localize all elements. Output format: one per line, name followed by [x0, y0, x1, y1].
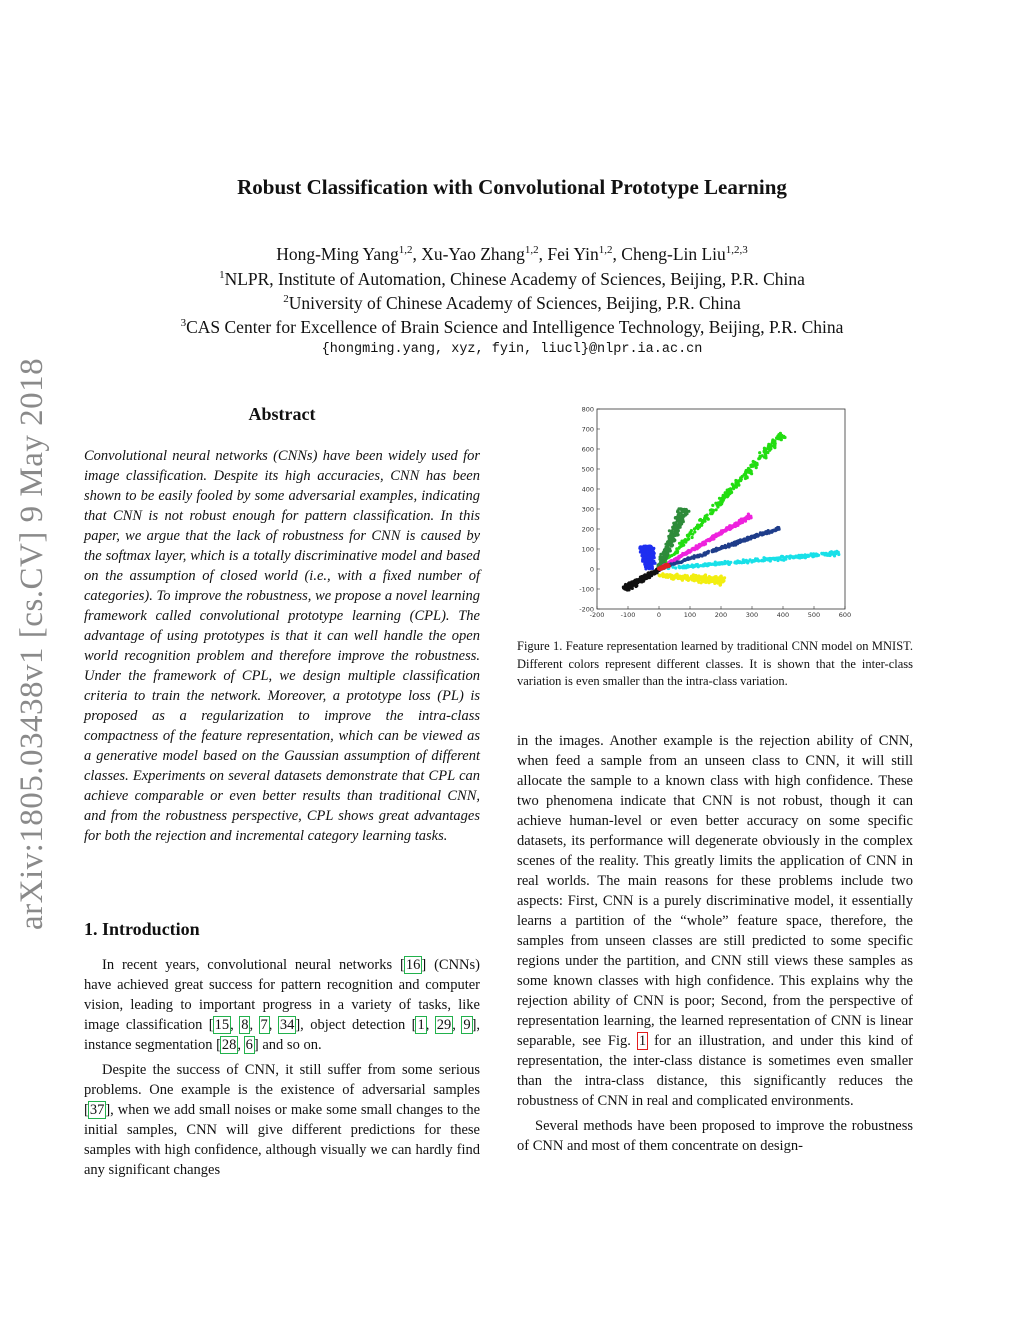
data-point: [680, 554, 683, 557]
data-point: [665, 575, 668, 578]
data-point: [710, 508, 713, 511]
x-tick-label: 0: [656, 611, 662, 619]
data-point: [676, 551, 679, 554]
data-point: [781, 555, 784, 558]
data-point: [732, 485, 735, 488]
data-point: [693, 564, 696, 567]
data-point: [662, 552, 665, 555]
affiliation-mark: 3: [180, 317, 187, 329]
text-run: (CNNs) have achieved great success for pattern recognition and computer vision, leading to important progress in a variety of tasks, like image classification [: [84, 957, 480, 1033]
data-point: [782, 436, 785, 439]
data-point: [773, 446, 776, 449]
data-point: [764, 452, 767, 455]
citation-link[interactable]: 15: [214, 1017, 230, 1033]
data-point: [763, 456, 766, 459]
data-point: [713, 562, 716, 565]
data-point: [697, 565, 700, 568]
x-tick-label: -200: [589, 611, 605, 619]
data-point: [708, 575, 711, 578]
y-tick-label: 800: [581, 405, 594, 414]
data-point: [643, 573, 646, 576]
citation-link[interactable]: 28: [221, 1037, 237, 1053]
data-point: [648, 567, 651, 570]
figure-caption: Figure 1. Feature representation learned by traditional CNN model on MNIST. Different colors represent different classes. It is shown that the inter-class variation is even smaller than the intra-class variation.: [517, 639, 913, 688]
data-point: [651, 565, 654, 568]
data-point: [763, 531, 766, 534]
data-point: [746, 560, 749, 563]
data-point: [809, 552, 812, 555]
data-point: [639, 579, 642, 582]
data-point: [771, 530, 774, 533]
data-point: [746, 476, 749, 479]
data-point: [737, 560, 740, 563]
data-point: [763, 447, 766, 450]
data-point: [629, 584, 632, 587]
author-name: Cheng-Lin Liu: [621, 243, 726, 264]
data-point: [826, 554, 829, 557]
y-tick-label: 500: [581, 465, 594, 474]
data-point: [721, 546, 724, 549]
text-run: for an illustration, and under this kind of representation, the inter-class distance is sometimes even smaller than the intra-class distance, this significantly reduces the robustness of CNN in real and complicated environments.: [517, 1033, 913, 1109]
data-point: [640, 548, 643, 551]
data-point: [704, 564, 707, 567]
text-run: ], instance segmentation [: [84, 1017, 481, 1053]
data-point: [792, 556, 795, 559]
data-point: [753, 536, 756, 539]
data-point: [676, 557, 679, 560]
y-tick-label: 400: [581, 485, 594, 494]
data-point: [715, 508, 718, 511]
data-point: [660, 566, 663, 569]
data-point: [766, 558, 769, 561]
data-point: [749, 470, 752, 473]
data-point: [682, 559, 685, 562]
y-tick-label: 200: [581, 525, 594, 534]
data-point: [796, 555, 799, 558]
data-point: [743, 473, 746, 476]
data-point: [720, 581, 723, 584]
paragraph: [517, 731, 913, 1111]
text-run: ] and so on.: [253, 1037, 322, 1053]
author-affiliation-mark: 1,2: [598, 244, 613, 256]
data-point: [652, 550, 655, 553]
data-point: [674, 523, 677, 526]
data-point: [740, 561, 743, 564]
data-point: [711, 576, 714, 579]
data-point: [632, 583, 635, 586]
data-point: [821, 552, 824, 555]
data-point: [830, 550, 833, 553]
y-tick-label: 700: [581, 425, 594, 434]
data-point: [694, 577, 697, 580]
data-point: [671, 566, 674, 569]
data-point: [693, 555, 696, 558]
data-point: [670, 576, 673, 579]
data-point: [724, 494, 727, 497]
affiliation-mark: 2: [283, 293, 289, 305]
data-point: [642, 558, 645, 561]
affiliation-mark: 1: [219, 269, 225, 281]
data-point: [648, 576, 651, 579]
data-point: [688, 565, 691, 568]
data-point: [720, 561, 723, 564]
data-point: [693, 547, 696, 550]
data-point: [774, 442, 777, 445]
data-point: [754, 559, 757, 562]
data-point: [660, 559, 663, 562]
data-point: [639, 550, 642, 553]
data-point: [642, 553, 645, 556]
data-point: [679, 515, 682, 518]
data-point: [693, 530, 696, 533]
data-point: [666, 553, 669, 556]
citation-link[interactable]: 34: [279, 1017, 295, 1033]
data-point: [672, 527, 675, 530]
data-point: [625, 585, 628, 588]
data-point: [724, 491, 727, 494]
data-point: [711, 579, 714, 582]
data-point: [758, 451, 761, 454]
affiliation-3: [0, 312, 1024, 339]
data-point: [837, 553, 840, 556]
x-tick-label: 500: [807, 611, 821, 619]
text-run: ], object detection [: [295, 1017, 417, 1033]
x-tick-label: 100: [683, 611, 697, 619]
data-point: [709, 512, 712, 515]
data-point: [718, 547, 721, 550]
data-point: [788, 557, 791, 560]
data-point: [715, 548, 718, 551]
data-point: [661, 573, 664, 576]
x-tick-label: -100: [620, 611, 636, 619]
right-column-body: [517, 731, 913, 1156]
data-point: [800, 554, 803, 557]
data-point: [681, 540, 684, 543]
data-point: [745, 471, 748, 474]
paragraph: Several methods have been proposed to improve the robustness of CNN and most of them concentrate on design-: [517, 1118, 913, 1154]
data-point: [805, 554, 808, 557]
data-point: [733, 522, 736, 525]
data-point: [671, 544, 674, 547]
paragraph: In recent years, convolutional neural networks [16] (CNNs) have achieved great success for pattern recognition and computer vision, leading to important progress in a variety of tasks, like image classification [15, 8, 7, 34], object detection [1, 29, 9], instance segmentation [28, 6] and so on.: [84, 957, 481, 1053]
data-point: [664, 546, 667, 549]
author-name: Fei Yin: [547, 243, 599, 264]
y-tick-label: 600: [581, 445, 594, 454]
arxiv-identifier-stamp: arXiv:1805.03438v1 [cs.CV] 9 May 2018: [14, 357, 50, 930]
author-name: Hong-Ming Yang: [276, 243, 399, 264]
x-tick-label: 300: [745, 611, 759, 619]
data-point: [708, 539, 711, 542]
data-point: [674, 566, 677, 569]
x-tick-label: 400: [776, 611, 790, 619]
data-point: [768, 449, 771, 452]
paper-title: Robust Classification with Convolutional Prototype Learning: [237, 175, 787, 199]
data-point: [740, 478, 743, 481]
data-point: [755, 466, 758, 469]
text-run: in the images. Another example is the rejection ability of CNN, when feed a sample from an unseen class to CNN, it will still allocate the sample to a known class with high confidence. These two phenomena indicate that CNN is not robust, though it can achieve human-level or even better accuracy on some specific datasets, its performance will degenerate obviously in the complex scenes of the reality. This greatly limits the application of CNN in real worlds. The main reasons for these problems include two aspects: First, CNN is a purely discriminative model, it essentially learns a partition of the “whole” feature space, therefore, the samples from unseen classes are still predicted to some specific regions under the partition, and CNN still views these samples as some known classes with high confidence. This explains why the rejection ability of CNN is poor; Second, from the perspective of representation learning, the learned representation of CNN is linear separable, see Fig.: [517, 733, 913, 1049]
data-point: [666, 564, 669, 567]
data-point: [648, 564, 651, 567]
citation-link[interactable]: 7: [260, 1017, 268, 1033]
data-point: [673, 562, 676, 565]
data-point: [690, 575, 693, 578]
data-point: [727, 491, 730, 494]
data-point: [681, 566, 684, 569]
data-point: [724, 546, 727, 549]
data-point: [648, 572, 651, 575]
data-point: [749, 537, 752, 540]
data-point: [680, 519, 683, 522]
y-tick-label: 0: [589, 565, 594, 574]
data-point: [703, 551, 706, 554]
data-point: [741, 521, 744, 524]
data-point: [700, 543, 703, 546]
data-point: [725, 529, 728, 532]
data-point: [646, 550, 649, 553]
y-tick-label: 300: [581, 505, 594, 514]
data-point: [706, 580, 709, 583]
paragraph: [84, 1060, 480, 1180]
data-point: [681, 579, 684, 582]
x-tick-label: 600: [838, 611, 852, 619]
data-point: [653, 562, 656, 565]
abstract-heading: Abstract: [248, 404, 316, 424]
affiliation-text: CAS Center for Excellence of Brain Science and Intelligence Technology, Beijing, P.R. China: [186, 316, 844, 337]
citation-link[interactable]: 8: [241, 1017, 249, 1033]
data-point: [722, 529, 725, 532]
data-point: [711, 504, 714, 507]
citation-link[interactable]: 9: [463, 1017, 471, 1033]
text-run: ], when we add small noises or make some small changes to the initial samples, CNN will give different predictions for these samples with high confidence, although visually we can hardly find any significant changes: [84, 1102, 480, 1178]
author-affiliation-mark: 1,2: [398, 244, 413, 256]
data-point: [667, 574, 670, 577]
y-tick-label: 100: [581, 545, 594, 554]
citation-link[interactable]: 1: [417, 1017, 425, 1033]
data-point: [777, 526, 780, 529]
data-point: [696, 525, 699, 528]
data-point: [682, 544, 685, 547]
data-point: [674, 576, 677, 579]
affiliation-1: [0, 264, 1024, 291]
data-point: [717, 581, 720, 584]
left-column-body: [84, 955, 480, 1180]
data-point: [675, 531, 678, 534]
data-point: [690, 529, 693, 532]
data-point: [744, 539, 747, 542]
citation-link[interactable]: 37: [89, 1102, 105, 1118]
citation-link[interactable]: 16: [405, 957, 421, 973]
data-point: [678, 522, 681, 525]
data-point: [658, 574, 661, 577]
data-point: [746, 516, 749, 519]
author-name: Xu-Yao Zhang: [421, 243, 525, 264]
data-point: [729, 527, 732, 530]
y-tick-label: -100: [579, 585, 594, 594]
author-emails: {hongming.yang, xyz, fyin, liucl}@nlpr.ia.ac.cn: [321, 342, 703, 357]
data-point: [753, 461, 756, 464]
affiliation-2: [0, 288, 1024, 315]
data-point: [688, 550, 691, 553]
text-run: Despite the success of CNN, it still suffer from some serious problems. One example is the existence of adversarial samples [: [84, 1062, 480, 1118]
feature-scatter-plot: [560, 402, 860, 622]
data-point: [727, 561, 730, 564]
y-tick-label: -200: [579, 605, 594, 614]
data-point: [778, 556, 781, 559]
data-point: [686, 534, 689, 537]
x-tick-label: 200: [714, 611, 728, 619]
data-point: [702, 520, 705, 523]
data-point: [717, 501, 720, 504]
citation-link[interactable]: 29: [436, 1017, 452, 1033]
data-point: [756, 534, 759, 537]
data-point: [682, 508, 685, 511]
data-point: [670, 559, 673, 562]
data-point: [681, 575, 684, 578]
data-point: [690, 557, 693, 560]
data-point: [636, 581, 639, 584]
data-point: [812, 555, 815, 558]
data-point: [678, 565, 681, 568]
data-point: [687, 558, 690, 561]
data-point: [670, 533, 673, 536]
abstract-body: Convolutional neural networks (CNNs) have been widely used for image classification. Despite its high accuracies, CNN has been shown to be easily fooled by some adversarial examples, indicating that CNN is not robust enough for pattern classification. In this paper, we argue that the lack of robustness for CNN is caused by the softmax layer, which is a totally discriminative model and based on the assumption of closed world (i.e., with a fixed number of categories). To improve the robustness, we propose a novel learning framework called convolutional prototype learning (CPL). The advantage of using prototypes is that it can well handle the open world recognition problem and therefore improve the robustness. Under the framework of CPL, we design multiple classification criteria to train the network. Moreover, a prototype loss (PL) is proposed as a regularization to improve the intra-class compactness of the feature representation, which can be viewed as a generative model based on the Gaussian assumption of different classes. Experiments on several datasets demonstrate that CPL can achieve comparable or even better results than traditional CNN, and from the robustness perspective, CPL shows great advantages for both the rejection and incremental category learning tasks.: [84, 448, 480, 844]
text-run: In recent years, convolutional neural networks: [102, 957, 401, 973]
data-point: [656, 571, 659, 574]
data-point: [784, 556, 787, 559]
data-point: [644, 545, 647, 548]
data-point: [771, 557, 774, 560]
data-point: [735, 542, 738, 545]
affiliation-text: University of Chinese Academy of Sciences, Beijing, P.R. China: [288, 292, 741, 313]
data-point: [719, 575, 722, 578]
data-point: [700, 524, 703, 527]
data-point: [670, 554, 673, 557]
data-point: [704, 573, 707, 576]
data-point: [777, 434, 780, 437]
data-point: [650, 557, 653, 560]
data-point: [669, 538, 672, 541]
data-point: [706, 517, 709, 520]
data-point: [708, 563, 711, 566]
data-point: [684, 511, 687, 514]
data-point: [676, 509, 679, 512]
citation-link[interactable]: 6: [245, 1037, 253, 1053]
data-point: [697, 554, 700, 557]
affiliation-text: NLPR, Institute of Automation, Chinese Academy of Sciences, Beijing, P.R. China: [224, 268, 805, 289]
data-point: [834, 552, 837, 555]
data-point: [771, 441, 774, 444]
data-point: [666, 549, 669, 552]
data-point: [685, 565, 688, 568]
data-point: [747, 467, 750, 470]
data-point: [649, 545, 652, 548]
data-point: [757, 457, 760, 460]
author-affiliation-mark: 1,2: [524, 244, 539, 256]
data-point: [736, 479, 739, 482]
data-point: [750, 465, 753, 468]
data-point: [668, 543, 671, 546]
data-point: [730, 544, 733, 547]
data-point: [663, 566, 666, 569]
data-point: [685, 576, 688, 579]
author-affiliation-mark: 1,2,3: [725, 244, 748, 256]
data-point: [674, 516, 677, 519]
data-point: [647, 556, 650, 559]
data-point: [712, 536, 715, 539]
data-point: [699, 578, 702, 581]
data-point: [691, 536, 694, 539]
author-list: Hong-Ming Yang$^{1,2}$, Xu-Yao Zhang$^{1,2}$, Fei Yin$^{1,2}$, Cheng-Lin Liu$^{1,2,3}$: [276, 243, 748, 264]
data-point: [675, 547, 678, 550]
data-point: [642, 577, 645, 580]
figure-reference-link[interactable]: 1: [638, 1033, 647, 1049]
section-heading-introduction: 1. Introduction: [84, 919, 200, 939]
data-point: [698, 575, 701, 578]
data-point: [660, 556, 663, 559]
data-point: [687, 537, 690, 540]
